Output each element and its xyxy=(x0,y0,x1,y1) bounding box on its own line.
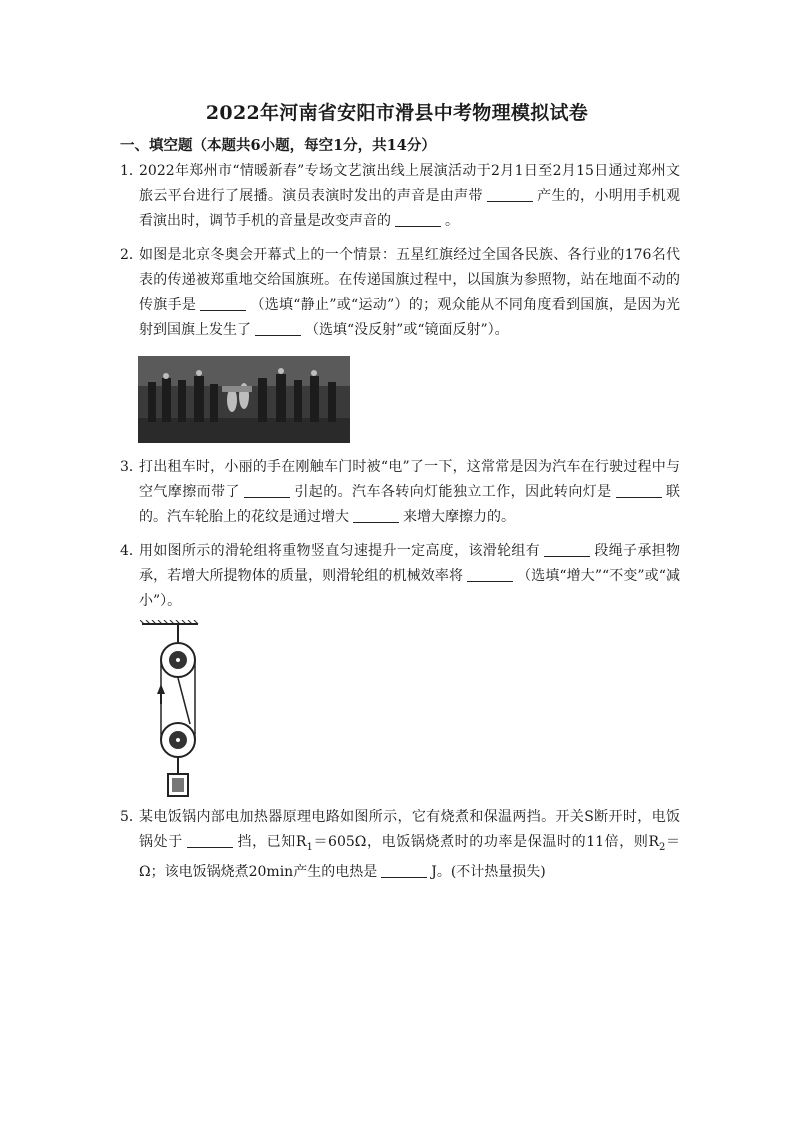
question-text: （选填“没反射”或“镜面反射”）。 xyxy=(305,322,509,338)
question-text: 产生的，小明用手机观看演出时，调节手机的音量是改变声音的 xyxy=(139,188,681,229)
page-title: 2022年河南省安阳市滑县中考物理模拟试卷 xyxy=(205,102,589,124)
answer-blank[interactable] xyxy=(200,296,246,311)
question-number: 1． xyxy=(120,163,143,179)
subscript: 1 xyxy=(306,841,313,853)
flag-ceremony-photo xyxy=(138,356,350,443)
question-text: 如图是北京冬奥会开幕式上的一个情景：五星红旗经过全国各民族、各行业的176名代表的传递被郑重地交给国旗班。在传递国旗过程中，以国旗为参照物，站在地面不动的传旗手是 xyxy=(139,247,680,313)
question-body xyxy=(139,455,680,530)
question-number: 5． xyxy=(120,809,143,825)
answer-blank[interactable] xyxy=(353,508,399,523)
question-4 xyxy=(120,539,680,614)
question-2 xyxy=(120,243,680,343)
answer-blank[interactable] xyxy=(395,212,441,227)
question-text: 打出租车时，小丽的手在刚触车门时被“电”了一下，这常常是因为汽车在行驶过程中与空气摩擦而带了 xyxy=(139,459,680,500)
question-text: 某电饭锅内部电加热器原理电路如图所示，它有烧煮和保温两挡。开关S断开时，电饭锅处于 xyxy=(139,809,680,850)
pulley-diagram xyxy=(140,620,200,798)
question-text: 段绳子承担物承，若增大所提物体的质量，则滑轮组的机械效率将 xyxy=(139,543,681,584)
subscript: 2 xyxy=(659,841,666,853)
question-text: 挡，已知R xyxy=(236,834,307,850)
question-3 xyxy=(120,455,680,530)
answer-blank[interactable] xyxy=(487,187,533,202)
question-text: ＝605Ω，电饭锅烧煮时的功率是保温时的11倍，则R xyxy=(312,834,660,850)
answer-blank[interactable] xyxy=(467,567,513,582)
question-text: 引起的。汽车各转向灯能独立工作，因此转向灯是 xyxy=(293,484,612,500)
question-body xyxy=(139,243,680,343)
answer-blank[interactable] xyxy=(187,833,233,848)
question-text: ＝Ω；该电饭锅烧煮20min产生的电热是 xyxy=(139,834,681,880)
answer-blank[interactable] xyxy=(381,863,427,878)
question-text: 联的。汽车轮胎上的花纹是通过增大 xyxy=(139,484,681,525)
answer-blank[interactable] xyxy=(616,483,662,498)
question-text: 用如图所示的滑轮组将重物竖直匀速提升一定高度，该滑轮组有 xyxy=(139,543,541,559)
question-text: J。(不计热量损失) xyxy=(431,863,546,880)
question-body xyxy=(139,159,680,234)
question-body xyxy=(139,805,680,885)
question-text: 2022年郑州市“情暖新春”专场文艺演出线上展演活动于2月1日至2月15日通过郑州文旅云平台进行了展播。演员表演时发出的声音是由声带 xyxy=(139,163,680,204)
section-heading: 一、填空题（本题共6小题，每空1分，共14分） xyxy=(120,137,436,154)
question-text: 。 xyxy=(445,213,459,229)
answer-blank[interactable] xyxy=(255,321,301,336)
question-text: 来增大摩擦力的。 xyxy=(403,509,515,525)
answer-blank[interactable] xyxy=(244,483,290,498)
answer-blank[interactable] xyxy=(544,542,590,557)
question-text: （选填“静止”或“运动”）的；观众能从不同角度看到国旗，是因为光射到国旗上发生了 xyxy=(139,297,680,338)
question-number: 2． xyxy=(120,247,143,263)
question-number: 3． xyxy=(120,459,143,475)
question-1 xyxy=(120,159,680,234)
question-text: （选填“增大”“不变”或“减小”）。 xyxy=(139,568,680,609)
question-body xyxy=(139,539,680,614)
question-number: 4． xyxy=(120,543,143,559)
question-5 xyxy=(120,805,680,885)
